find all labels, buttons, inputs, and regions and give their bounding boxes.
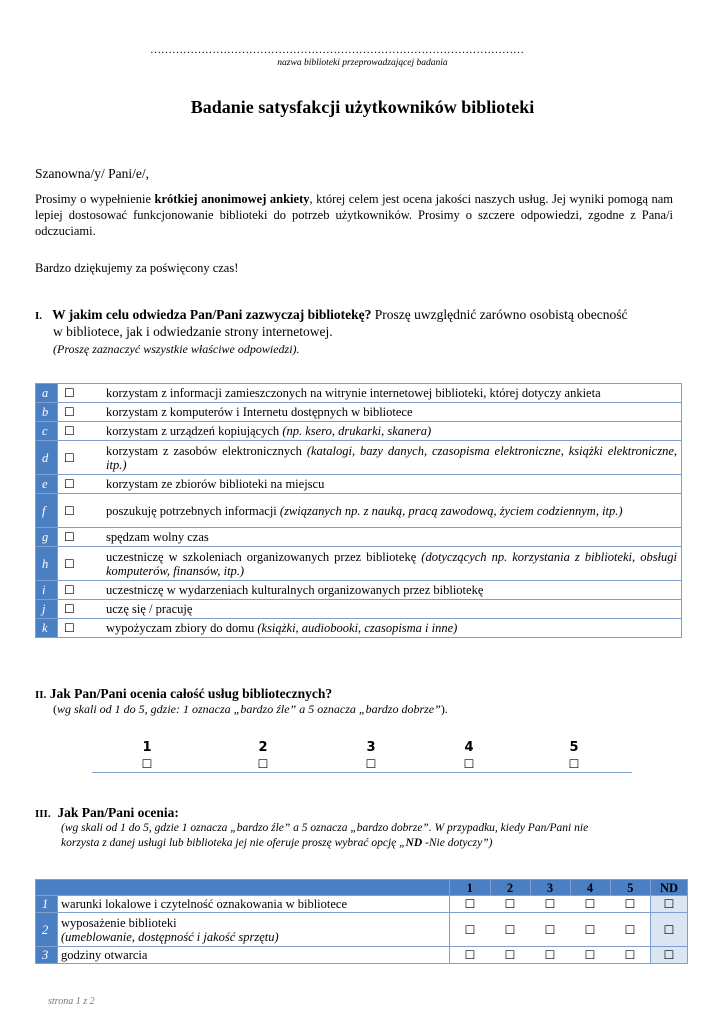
option-letter: j (36, 600, 58, 619)
rating-checkbox-5[interactable]: ☐ (610, 896, 651, 913)
option-checkbox[interactable]: ☐ (58, 547, 103, 581)
rating-checkbox-4[interactable]: ☐ (570, 947, 610, 964)
option-checkbox[interactable]: ☐ (58, 600, 103, 619)
col-nd: ND (651, 880, 688, 896)
option-checkbox[interactable]: ☐ (58, 528, 103, 547)
option-checkbox[interactable]: ☐ (58, 494, 103, 528)
option-row (36, 547, 682, 581)
option-text: uczę się / pracuję (102, 600, 682, 619)
option-row (36, 528, 682, 547)
option-text: poszukuję potrzebnych informacji (związanych np. z nauką, pracą zawodową, życiem codziennym, itp.) (102, 494, 682, 528)
option-text: korzystam z komputerów i Internetu dostępnych w bibliotece (102, 403, 682, 422)
rating-checkbox-4[interactable]: ☐ (570, 913, 610, 947)
library-name-line: ………………………………………………………………………………………… (150, 44, 524, 56)
option-checkbox[interactable]: ☐ (58, 403, 103, 422)
rating-checkbox-nd[interactable]: ☐ (651, 896, 688, 913)
greeting: Szanowna/y/ Pani/e/, (35, 166, 149, 181)
option-checkbox[interactable]: ☐ (58, 384, 103, 403)
option-row (36, 384, 682, 403)
rating-checkbox-2[interactable]: ☐ (490, 947, 530, 964)
rating-checkbox-nd[interactable]: ☐ (651, 913, 688, 947)
option-letter: c (36, 422, 58, 441)
rating-checkbox-3[interactable]: ☐ (530, 896, 570, 913)
rating-row-number: 2 (36, 913, 58, 947)
library-name-caption: nazwa biblioteki przeprowadzającej badania (277, 58, 448, 68)
scale-checkbox-2[interactable]: ☐ (257, 757, 269, 771)
intro-paragraph: Prosimy o wypełnienie krótkiej anonimowej ankiety, której celem jest ocena jakości naszych usług. Jej wyniki pomogą nam lepiej dostosować funkcjonowanie biblioteki do potrzeb użytkowników. Prosimy o szczere odpowiedzi, zgodne z Pana/i odczuciami. (35, 192, 673, 238)
option-text: korzystam z urządzeń kopiujących (np. ksero, drukarki, skanera) (102, 422, 682, 441)
scale-label-4: 4 (464, 740, 474, 755)
scale-label-5: 5 (569, 740, 579, 755)
option-row (36, 403, 682, 422)
scale-checkbox-3[interactable]: ☐ (365, 757, 377, 771)
rating-row-number: 1 (36, 896, 58, 913)
rating-row-label: warunki lokalowe i czytelność oznakowania w bibliotece (58, 896, 450, 913)
option-row (36, 441, 682, 475)
col-3: 3 (530, 880, 570, 896)
scale-label-3: 3 (366, 740, 376, 755)
question-1-note: (Proszę zaznaczyć wszystkie właściwe odpowiedzi). (53, 342, 300, 356)
rating-row-label: wyposażenie biblioteki (umeblowanie, dostępność i jakość sprzętu) (58, 913, 450, 947)
rating-checkbox-2[interactable]: ☐ (490, 896, 530, 913)
question-3-heading: III. Jak Pan/Pani ocenia: (35, 805, 179, 820)
rating-checkbox-5[interactable]: ☐ (610, 913, 651, 947)
option-text: korzystam ze zbiorów biblioteki na miejscu (102, 475, 682, 494)
rating-row-label: godziny otwarcia (58, 947, 450, 964)
page-title: Badanie satysfakcji użytkowników biblioteki (190, 97, 535, 117)
option-letter: b (36, 403, 58, 422)
question-1-options (35, 383, 682, 638)
rating-checkbox-3[interactable]: ☐ (530, 913, 570, 947)
question-3-rating-table (35, 879, 688, 964)
rating-header-row (36, 880, 688, 896)
option-checkbox[interactable]: ☐ (58, 475, 103, 494)
scale-checkbox-1[interactable]: ☐ (141, 757, 153, 771)
option-letter: h (36, 547, 58, 581)
scale-checkbox-5[interactable]: ☐ (568, 757, 580, 771)
rating-row-number: 3 (36, 947, 58, 964)
col-2: 2 (490, 880, 530, 896)
question-1-heading: I. W jakim celu odwiedza Pan/Pani zazwyczaj bibliotekę? Proszę uwzględnić zarówno osobistą obecność (35, 307, 628, 322)
option-letter: f (36, 494, 58, 528)
thanks-text: Bardzo dziękujemy za poświęcony czas! (35, 261, 239, 275)
question-1-heading-cont: w bibliotece, jak i odwiedzanie strony internetowej. (53, 324, 333, 339)
option-letter: a (36, 384, 58, 403)
scale-checkbox-4[interactable]: ☐ (463, 757, 475, 771)
option-checkbox[interactable]: ☐ (58, 422, 103, 441)
option-letter: g (36, 528, 58, 547)
scale-label-1: 1 (142, 740, 152, 755)
rating-row (36, 896, 688, 913)
question-3-note-1: (wg skali od 1 do 5, gdzie 1 oznacza „bardzo źle” a 5 oznacza „bardzo dobrze”. W przypadku, kiedy Pan/Pani nie (61, 822, 589, 834)
option-text: korzystam z zasobów elektronicznych (katalogi, bazy danych, czasopisma elektroniczne, książki elektroniczne, itp.) (102, 441, 682, 475)
option-checkbox[interactable]: ☐ (58, 581, 103, 600)
rating-checkbox-2[interactable]: ☐ (490, 913, 530, 947)
page-number: strona 1 z 2 (48, 996, 95, 1007)
option-text: uczestniczę w wydarzeniach kulturalnych organizowanych przez bibliotekę (102, 581, 682, 600)
rating-checkbox-1[interactable]: ☐ (450, 913, 491, 947)
option-row (36, 619, 682, 638)
option-row (36, 475, 682, 494)
question-2-note: (wg skali od 1 do 5, gdzie: 1 oznacza „bardzo źle” a 5 oznacza „bardzo dobrze”). (53, 702, 448, 716)
rating-checkbox-1[interactable]: ☐ (450, 896, 491, 913)
option-letter: e (36, 475, 58, 494)
col-5: 5 (610, 880, 651, 896)
rating-checkbox-4[interactable]: ☐ (570, 896, 610, 913)
rating-checkbox-3[interactable]: ☐ (530, 947, 570, 964)
option-text: uczestniczę w szkoleniach organizowanych przez bibliotekę (dotyczących np. korzystania z biblioteki, obsługi komputerów, finansów, itp.) (102, 547, 682, 581)
option-row (36, 600, 682, 619)
rating-checkbox-1[interactable]: ☐ (450, 947, 491, 964)
option-row (36, 494, 682, 528)
option-text: wypożyczam zbiory do domu (książki, audiobooki, czasopisma i inne) (102, 619, 682, 638)
option-letter: k (36, 619, 58, 638)
col-1: 1 (450, 880, 491, 896)
option-row (36, 422, 682, 441)
question-3-note-2: korzysta z danej usługi lub biblioteka jej nie oferuje proszę wybrać opcję „ND -Nie dotyczy”) (61, 837, 493, 849)
option-checkbox[interactable]: ☐ (58, 619, 103, 638)
option-text: spędzam wolny czas (102, 528, 682, 547)
rating-row (36, 913, 688, 947)
scale-label-2: 2 (258, 740, 268, 755)
option-checkbox[interactable]: ☐ (58, 441, 103, 475)
option-row (36, 581, 682, 600)
rating-checkbox-5[interactable]: ☐ (610, 947, 651, 964)
rating-row (36, 947, 688, 964)
option-letter: i (36, 581, 58, 600)
option-text: korzystam z informacji zamieszczonych na witrynie internetowej biblioteki, której dotyczy ankieta (102, 384, 682, 403)
rating-checkbox-nd[interactable]: ☐ (651, 947, 688, 964)
col-4: 4 (570, 880, 610, 896)
overall-rating-scale (92, 740, 632, 773)
option-letter: d (36, 441, 58, 475)
question-2-heading: II. Jak Pan/Pani ocenia całość usług bibliotecznych? (35, 686, 333, 701)
